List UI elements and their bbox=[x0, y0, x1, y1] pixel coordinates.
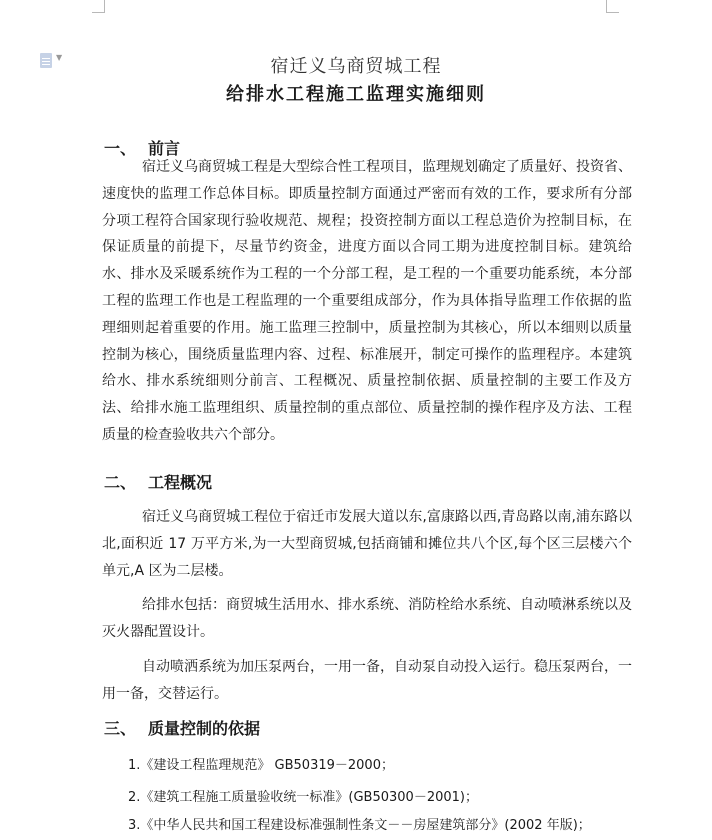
page-corner-mark-right bbox=[606, 0, 619, 13]
reference-item: 2.《建筑工程施工质量验收统一标准》(GB50300－2001)； bbox=[128, 790, 478, 805]
paragraph-overview-scope: 给排水包括：商贸城生活用水、排水系统、消防栓给水系统、自动喷淋系统以及灭火器配置设计。 bbox=[102, 597, 632, 640]
chevron-down-icon[interactable]: ▼ bbox=[56, 53, 63, 62]
paragraph-intro: 宿迁义乌商贸城工程是大型综合性工程项目，监理规划确定了质量好、投资省、速度快的监理工作总体目标。即质量控制方面通过严密而有效的工作，要求所有分部分项工程符合国家现行验收规范、规程；投资控制方面以工程总造价为控制目标，在保证质量的前提下，尽量节约资金，进度方面以合同工期为进度控制目标。建筑给水、排水及采暖系统作为工程的一个分部工程，是工程的一个重要功能系统，本分部工程的监理工作也是工程监理的一个重要组成部分，作为具体指导监理工作依据的监理细则起着重要的作用。施工监理三控制中，质量控制为其核心，所以本细则以质量控制为核心，围绕质量监理内容、过程、标准展开，制定可操作的监理程序。本建筑给水、排水系统细则分前言、工程概况、质量控制依据、质量控制的主要工作及方法、给排水施工监理组织、质量控制的重点部位、质量控制的操作程序及方法、工程质量的检查验收共六个部分。 bbox=[102, 159, 632, 443]
paragraph-overview-location: 宿迁义乌商贸城工程位于宿迁市发展大道以东,富康路以西,青岛路以南,浦东路以北,面积近 17 万平方米,为一大型商贸城,包括商铺和摊位共八个区,每个区三层楼六个单元,A 区为二层楼。 bbox=[102, 509, 632, 579]
reference-item: 3.《中华人民共和国工程建设标准强制性条文－－房屋建筑部分》(2002 年版)； bbox=[128, 818, 591, 833]
section-number: 一、 bbox=[104, 139, 137, 158]
section-title: 前言 bbox=[148, 139, 181, 158]
section-title: 质量控制的依据 bbox=[148, 719, 261, 738]
paragraph-overview-pumps: 自动喷洒系统为加压泵两台，一用一备，自动泵自动投入运行。稳压泵两台，一用一备，交替运行。 bbox=[102, 659, 632, 702]
document-title: 宿迁义乌商贸城工程 bbox=[270, 56, 442, 77]
section-number: 三、 bbox=[104, 719, 137, 738]
section-heading-overview bbox=[104, 470, 212, 493]
section-title: 工程概况 bbox=[148, 473, 213, 492]
section-number: 二、 bbox=[104, 473, 137, 492]
reference-item: 1.《建设工程监理规范》 GB50319－2000； bbox=[128, 758, 394, 773]
document-subtitle: 给排水工程施工监理实施细则 bbox=[226, 84, 486, 105]
section-heading-basis bbox=[104, 716, 260, 739]
page-corner-mark-left bbox=[92, 0, 105, 13]
